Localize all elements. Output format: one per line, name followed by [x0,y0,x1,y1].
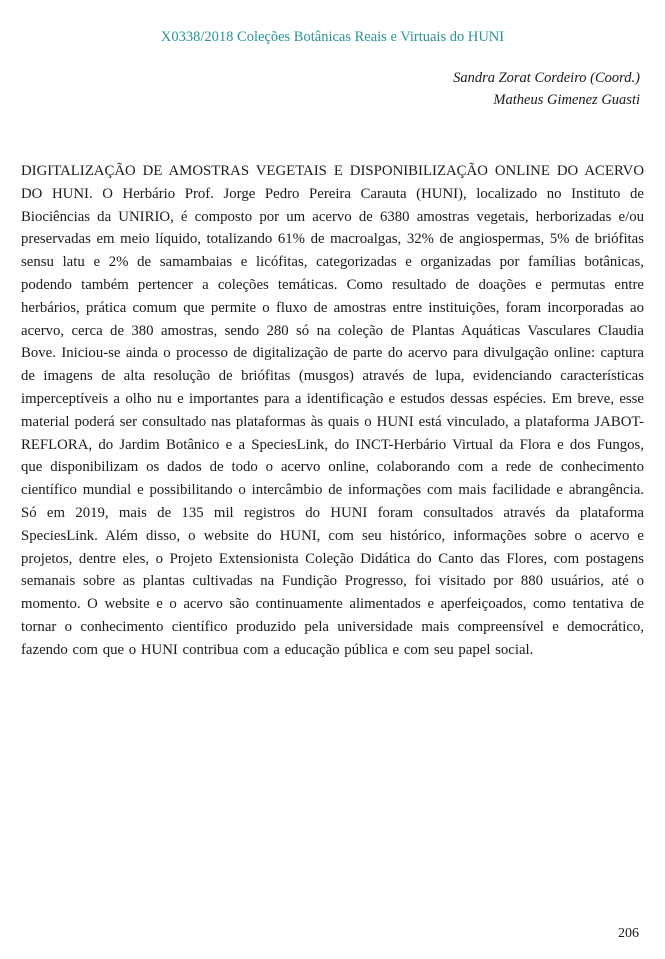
authors-block [0,67,665,111]
page-number: 206 [618,926,639,941]
abstract-paragraph: DIGITALIZAÇÃO DE AMOSTRAS VEGETAIS E DISPONIBILIZAÇÃO ONLINE DO ACERVO DO HUNI. O Herbário Prof. Jorge Pedro Pereira Carauta (HUNI), localizado no Instituto de Biociências da UNIRIO, é composto por um acervo de 6380 amostras vegetais, herborizadas e/ou preservadas em meio líquido, totalizando 61% de macroalgas, 32% de angiospermas, 5% de briófitas sensu latu e 2% de samambaias e licófitas, categorizadas e organizadas por famílias botânicas, podendo também pertencer a coleções temáticas. Como resultado de doações e permutas entre herbários, prática comum que permite o fluxo de amostras entre instituições, foram incorporadas ao acervo, cerca de 380 amostras, sendo 280 só na coleção de Plantas Aquáticas Vasculares Claudia Bove. Iniciou-se ainda o processo de digitalização de parte do acervo para divulgação online: captura de imagens de alta resolução de briófitas (musgos) através de lupa, evidenciando características imperceptíveis a olho nu e importantes para a identificação e estudos dessas espécies. Em breve, esse material poderá ser consultado nas plataformas às quais o HUNI está vinculado, a plataforma JABOT-REFLORA, do Jardim Botânico e a SpeciesLink, do INCT-Herbário Virtual da Flora e dos Fungos, que disponibilizam os dados de todo o acervo online, colaborando com a rede de conhecimento científico mundial e possibilitando o intercâmbio de informações com mais facilidade e abrangência. Só em 2019, mais de 135 mil registros do HUNI foram consultados através da plataforma SpeciesLink. Além disso, o website do HUNI, com seu histórico, informações sobre o acervo e projetos, dentre eles, o Projeto Extensionista Coleção Didática do Canto das Flores, com postagens semanais sobre as plantas cultivadas na Fundição Progresso, foi visitado por 880 usuários, até o momento. O website e o acervo são continuamente alimentados e aperfeiçoados, como tentativa de tornar o conhecimento científico produzido pela universidade mais compreensível e democrático, fazendo com que o HUNI contribua com a educação pública e com seu papel social. [21,163,644,658]
page-title: X0338/2018 Coleções Botânicas Reais e Virtuais do HUNI [160,29,505,45]
author-coordinator: Sandra Zorat Cordeiro (Coord.) [453,70,640,86]
author-secondary: Matheus Gimenez Guasti [493,92,640,108]
